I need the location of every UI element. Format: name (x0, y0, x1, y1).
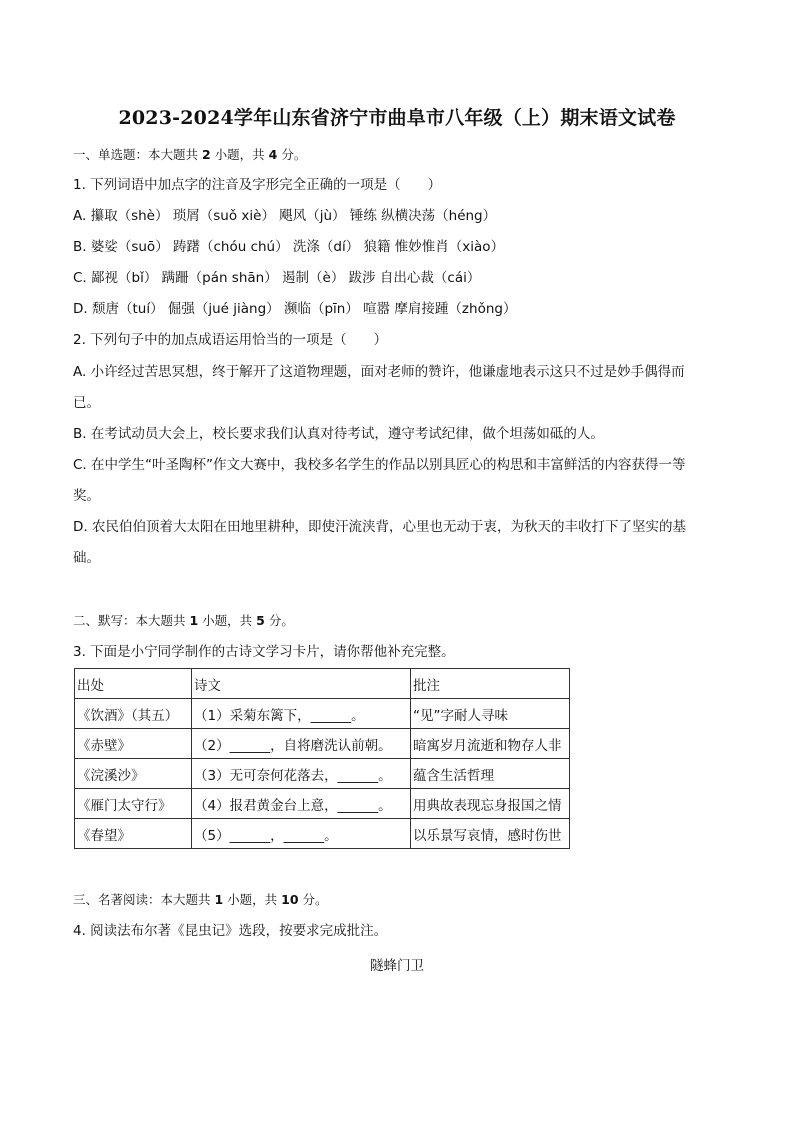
section-2-prefix: 二、默写：本大题共 (73, 613, 190, 628)
question-1-option-b: B. 婆娑（suō） 踌躇（chóu chú） 洗涤（dí） 狼籍 惟妙惟肖（xiào） (73, 239, 505, 255)
table-row (75, 759, 570, 789)
question-1-option-c: C. 鄙视（bǐ） 蹒跚（pán shān） 遏制（è） 跋涉 自出心裁（cái） (73, 270, 481, 286)
question-2-option-c-line2: 奖。 (73, 488, 100, 504)
cell-source: 《赤壁》 (75, 729, 192, 759)
section-3-prefix: 三、名著阅读：本大题共 (73, 892, 215, 907)
cell-poem: （4）报君黄金台上意，______。 (192, 789, 411, 819)
header-poem: 诗文 (192, 669, 411, 699)
cell-annotation: 暗寓岁月流逝和物存人非 (411, 729, 570, 759)
cell-poem: （5）______，______。 (192, 819, 411, 849)
table-row (75, 699, 570, 729)
question-1-option-d: D. 颓唐（tuí） 倔强（jué jiàng） 濒临（pīn） 喧嚣 摩肩接踵（zhǒng） (73, 301, 517, 317)
cell-annotation: 蕴含生活哲理 (411, 759, 570, 789)
passage-title: 隧蜂门卫 (370, 958, 424, 974)
cell-poem: （1）采菊东篱下，______。 (192, 699, 411, 729)
poetry-card-table (74, 668, 570, 849)
cell-annotation: “见”字耐人寻味 (411, 699, 570, 729)
question-2-option-d-line2: 础。 (73, 550, 100, 566)
section-1-count: 2 (201, 147, 211, 162)
cell-source: 《浣溪沙》 (75, 759, 192, 789)
section-1-score: 4 (268, 147, 278, 162)
cell-annotation: 以乐景写哀情，感时伤世 (411, 819, 570, 849)
exam-title: 2023-2024学年山东省济宁市曲阜市八年级（上）期末语文试卷 (118, 107, 676, 129)
question-2-option-b: B. 在考试动员大会上，校长要求我们认真对待考试，遵守考试纪律，做个坦荡如砥的人。 (73, 426, 604, 442)
cell-source: 《饮酒》（其五） (75, 699, 192, 729)
section-3-count: 1 (214, 892, 224, 907)
section-2-suffix: 分。 (264, 613, 294, 628)
section-2-count: 1 (189, 613, 199, 628)
section-1-mid: 小题，共 (210, 147, 269, 162)
section-3-mid: 小题，共 (223, 892, 282, 907)
question-2-option-a-line2: 已。 (73, 395, 100, 411)
section-3-score: 10 (281, 892, 299, 907)
question-4-stem: 4. 阅读法布尔著《昆虫记》选段，按要求完成批注。 (73, 923, 388, 939)
cell-annotation: 用典故表现忘身报国之情 (411, 789, 570, 819)
table-header-row (75, 669, 570, 699)
table-row (75, 819, 570, 849)
cell-poem: （3）无可奈何花落去，______。 (192, 759, 411, 789)
question-2-option-c-line1: C. 在中学生“叶圣陶杯”作文大赛中，我校多名学生的作品以别具匠心的构思和丰富鲜活的内容获得一等 (73, 457, 686, 473)
table-row (75, 789, 570, 819)
question-3-stem: 3. 下面是小宁同学制作的古诗文学习卡片，请你帮他补充完整。 (73, 644, 455, 660)
section-2-score: 5 (256, 613, 265, 628)
section-1-prefix: 一、单选题：本大题共 (73, 147, 202, 162)
section-3-suffix: 分。 (298, 892, 328, 907)
section-2-header (73, 612, 294, 630)
question-2-stem: 2. 下列句子中的加点成语运用恰当的一项是（ ） (73, 332, 388, 348)
section-2-mid: 小题，共 (198, 613, 257, 628)
header-annotation: 批注 (411, 669, 570, 699)
cell-source: 《春望》 (75, 819, 192, 849)
section-1-suffix: 分。 (277, 147, 307, 162)
table-row (75, 729, 570, 759)
question-1-stem: 1. 下列词语中加点字的注音及字形完全正确的一项是（ ） (73, 177, 442, 193)
cell-source: 《雁门太守行》 (75, 789, 192, 819)
section-3-header (73, 891, 328, 909)
header-source: 出处 (75, 669, 192, 699)
question-1-option-a: A. 攥取（shè） 琐屑（suǒ xiè） 飓风（jù） 锤练 纵横决荡（héng） (73, 208, 497, 224)
question-2-option-d-line1: D. 农民伯伯顶着大太阳在田地里耕种，即使汗流浃背，心里也无动于衷，为秋天的丰收打下了坚实的基 (73, 519, 686, 535)
cell-poem: （2）______，自将磨洗认前朝。 (192, 729, 411, 759)
question-2-option-a-line1: A. 小许经过苦思冥想，终于解开了这道物理题，面对老师的赞许，他谦虚地表示这只不过是妙手偶得而 (73, 364, 685, 380)
section-1-header (73, 146, 306, 164)
